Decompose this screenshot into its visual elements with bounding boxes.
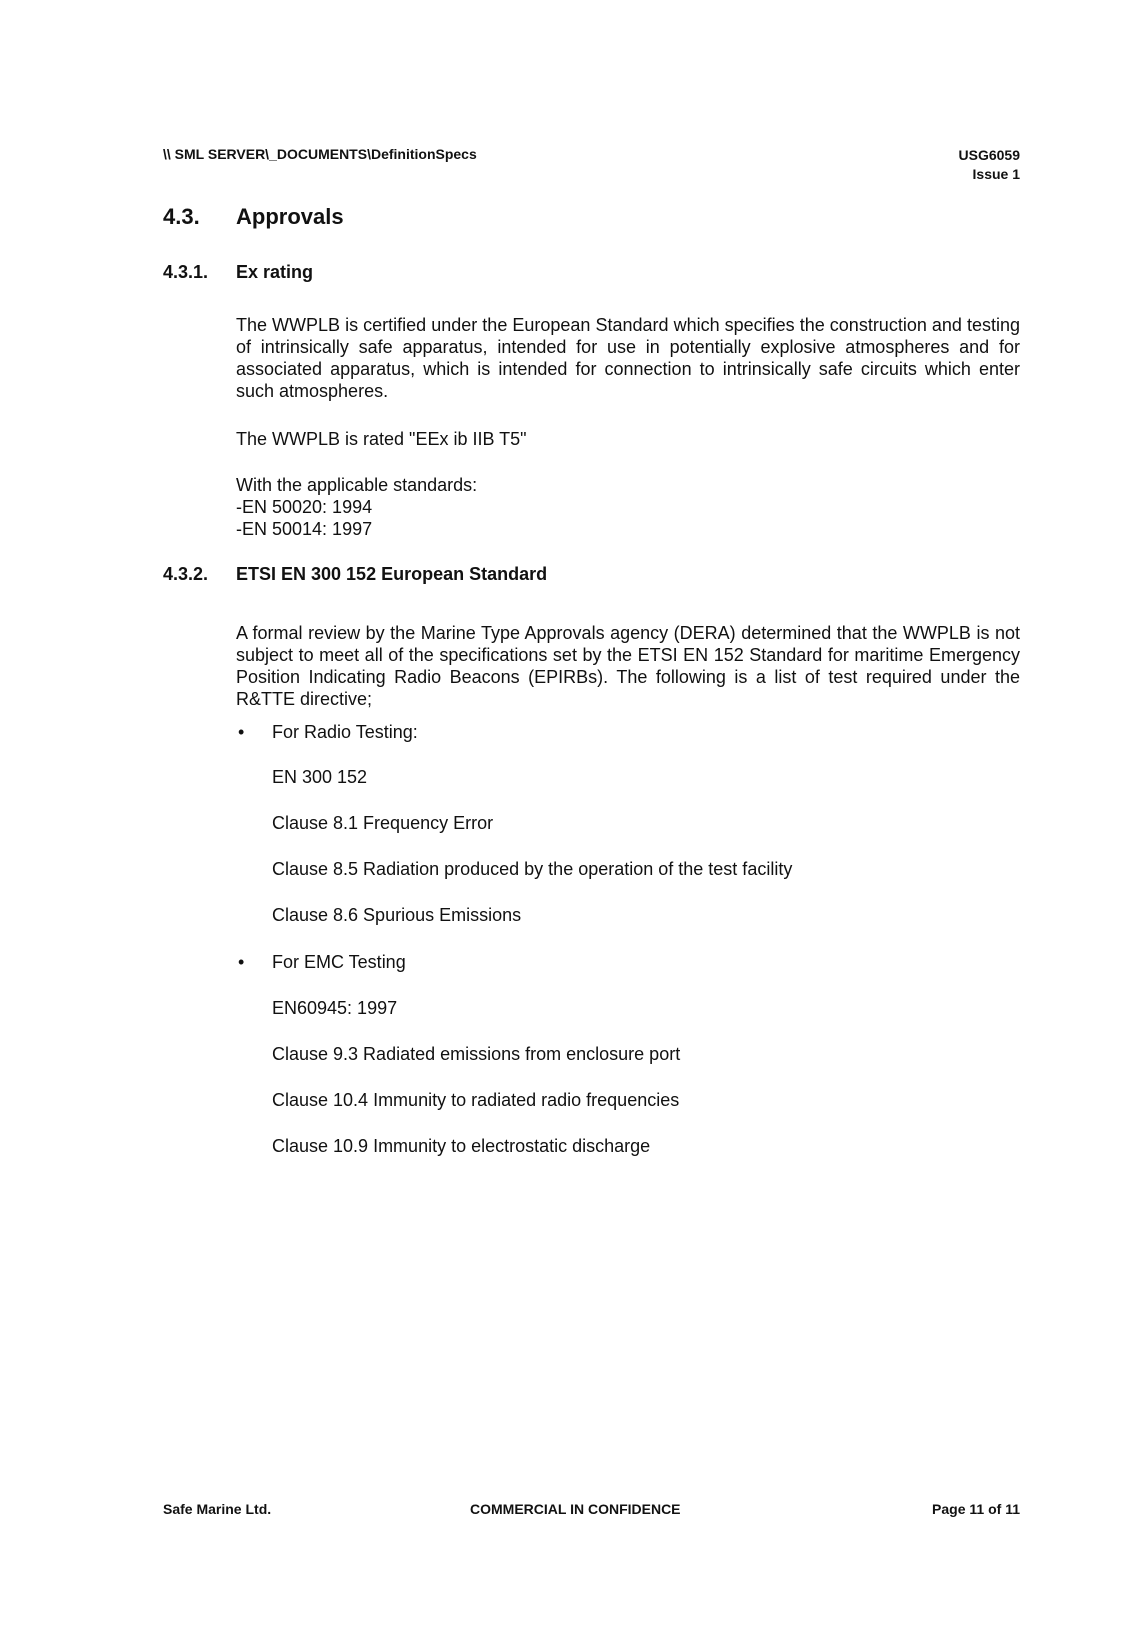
standards-intro: With the applicable standards: bbox=[236, 475, 478, 495]
emc-test-item: EN60945: 1997 bbox=[272, 998, 398, 1018]
subsection-heading-etsi bbox=[163, 564, 547, 585]
standards-block bbox=[236, 474, 1020, 540]
radio-testing-label: For Radio Testing: bbox=[272, 722, 418, 742]
emc-test-item: Clause 9.3 Radiated emissions from enclosure port bbox=[272, 1044, 681, 1064]
section-heading bbox=[163, 204, 344, 230]
header-reference bbox=[959, 146, 1020, 184]
header-doc-id: USG6059 bbox=[958, 147, 1020, 163]
subsection-title: Ex rating bbox=[236, 262, 314, 282]
emc-test-item: Clause 10.4 Immunity to radiated radio frequencies bbox=[272, 1090, 680, 1110]
radio-test-item: EN 300 152 bbox=[272, 767, 368, 787]
section-number: 4.3. bbox=[163, 204, 200, 229]
radio-test-item: Clause 8.6 Spurious Emissions bbox=[272, 905, 522, 925]
header-path: \\ SML SERVER\_DOCUMENTS\DefinitionSpecs bbox=[163, 146, 477, 162]
radio-test-item: Clause 8.1 Frequency Error bbox=[272, 813, 494, 833]
emc-testing-label: For EMC Testing bbox=[272, 952, 406, 972]
subsection-number: 4.3.2. bbox=[163, 564, 209, 584]
subsection-heading-ex-rating bbox=[163, 262, 313, 283]
section-title: Approvals bbox=[236, 204, 344, 229]
footer-company: Safe Marine Ltd. bbox=[163, 1501, 272, 1517]
standard-item: -EN 50020: 1994 bbox=[236, 497, 373, 517]
emc-test-item: Clause 10.9 Immunity to electrostatic discharge bbox=[272, 1136, 651, 1156]
bullet-icon: • bbox=[238, 952, 245, 972]
radio-test-item: Clause 8.5 Radiation produced by the operation of the test facility bbox=[272, 859, 793, 879]
rating-paragraph: The WWPLB is rated "EEx ib IIB T5" bbox=[236, 429, 527, 449]
etsi-paragraph: A formal review by the Marine Type Approvals agency (DERA) determined that the WWPLB is not subject to meet all of the specifications set by the ETSI EN 152 Standard for maritime Emergency Position Indicating Radio Beacons (EPIRBs). The following is a list of test required under the R&TTE directive; bbox=[236, 623, 1020, 709]
header-issue: Issue 1 bbox=[972, 166, 1020, 182]
footer-confidentiality: COMMERCIAL IN CONFIDENCE bbox=[470, 1501, 681, 1517]
subsection-number: 4.3.1. bbox=[163, 262, 209, 282]
subsection-title: ETSI EN 300 152 European Standard bbox=[236, 564, 548, 584]
footer-page-number: Page 11 of 11 bbox=[932, 1501, 1020, 1517]
bullet-icon: • bbox=[238, 722, 245, 742]
standard-item: -EN 50014: 1997 bbox=[236, 519, 373, 539]
ex-rating-paragraph: The WWPLB is certified under the European Standard which specifies the construction and testing of intrinsically safe apparatus, intended for use in potentially explosive atmospheres and for associated apparatus, which is intended for connection to intrinsically safe circuits which enter such atmospheres. bbox=[236, 315, 1020, 401]
